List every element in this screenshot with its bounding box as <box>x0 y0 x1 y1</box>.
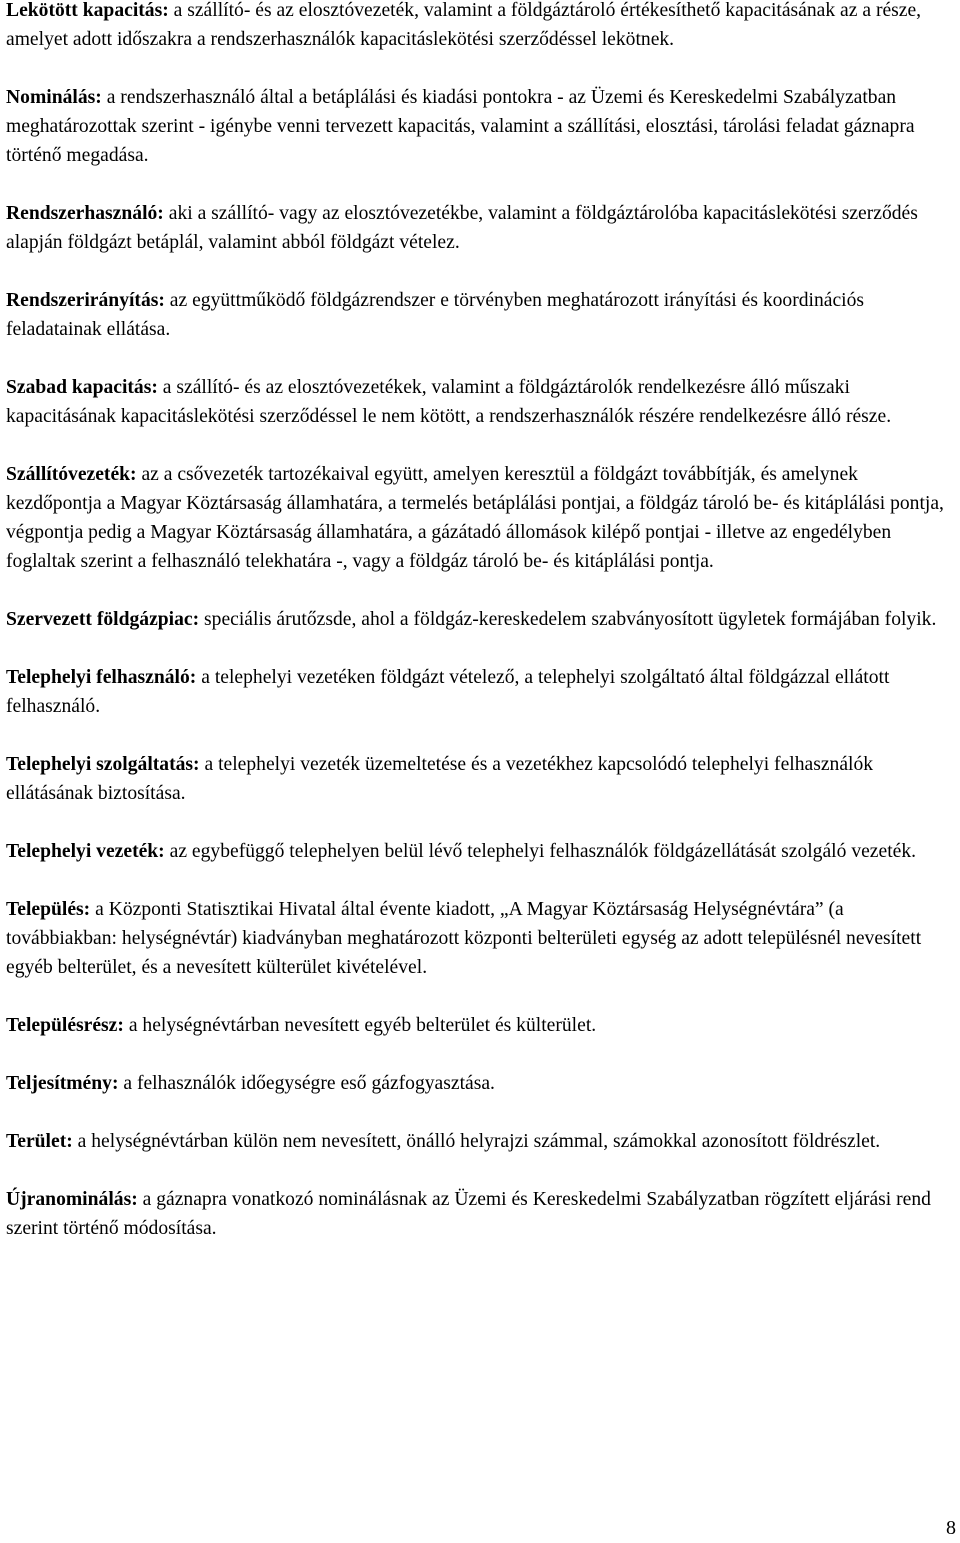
definition-entry <box>6 663 954 721</box>
definition-entry <box>6 373 954 431</box>
definition-entry <box>6 605 954 634</box>
definition-entry <box>6 286 954 344</box>
definition-text: a szállító- és az elosztóvezeték, valamint a földgáztároló értékesíthető kapacitásának az a része, amelyet adott időszakra a rendszerhasználók kapacitáslekötési szerződéssel lekötnek. <box>6 0 922 50</box>
definition-entry <box>6 837 954 866</box>
definition-entry <box>6 0 954 54</box>
definition-text: a telephelyi vezetéken földgázt vételező, a telephelyi szolgáltató által földgázzal ellátott felhasználó. <box>6 667 890 717</box>
definition-term: Rendszerirányítás: <box>6 290 165 311</box>
definition-entry <box>6 750 954 808</box>
definition-text: a szállító- és az elosztóvezetékek, valamint a földgáztárolók rendelkezésre álló műszaki kapacitásának kapacitáslekötési szerződéssel le nem kötött, a rendszerhasználók részére rendelkezésre álló része. <box>6 377 892 427</box>
page-number: 8 <box>946 1517 956 1539</box>
definition-text: az egybefüggő telephelyen belül lévő telephelyi felhasználók földgázellátását szolgáló vezeték. <box>164 841 917 862</box>
definition-entry <box>6 83 954 170</box>
definition-text: a gáznapra vonatkozó nominálásnak az Üzemi és Kereskedelmi Szabályzatban rögzített eljárási rend szerint történő módosítása. <box>6 1189 931 1239</box>
definition-text: az együttműködő földgázrendszer e törvényben meghatározott irányítási és koordinációs feladatainak ellátása. <box>6 290 865 340</box>
definition-entry <box>6 1127 954 1156</box>
definition-term: Rendszerhasználó: <box>6 203 164 224</box>
definition-entry <box>6 1069 954 1098</box>
definition-text: a telephelyi vezeték üzemeltetése és a vezetékhez kapcsolódó telephelyi felhasználók ellátásának biztosítása. <box>6 754 874 804</box>
definition-entry <box>6 895 954 982</box>
definition-entry <box>6 199 954 257</box>
definition-term: Lekötött kapacitás: <box>6 0 169 21</box>
definition-text: a helységnévtárban külön nem nevesített, önálló helyrajzi számmal, számokkal azonosított földrészlet. <box>72 1131 881 1152</box>
definition-term: Telephelyi szolgáltatás: <box>6 754 200 775</box>
definition-text: a rendszerhasználó által a betáplálási és kiadási pontokra - az Üzemi és Kereskedelmi Szabályzatban meghatározottak szerint - igénybe venni tervezett kapacitás, valamint a szállítási, elosztási, tárolási feladat gáznapra történő megadása. <box>6 87 915 166</box>
definition-entry <box>6 1011 954 1040</box>
definition-text: speciális árutőzsde, ahol a földgáz-kereskedelem szabványosított ügyletek formájában folyik. <box>199 609 937 630</box>
definition-text: a felhasználók időegységre eső gázfogyasztása. <box>118 1073 495 1094</box>
definition-text: a Központi Statisztikai Hivatal által évente kiadott, „A Magyar Köztársaság Helységnévtára” (a továbbiakban: helységnévtár) kiadványban meghatározott központi belterületi egység az adott településnél nevesített egyéb belterület, és a nevesített külterület kivételével. <box>6 899 922 978</box>
definition-term: Szervezett földgázpiac: <box>6 609 200 630</box>
definition-term: Település: <box>6 899 91 920</box>
definition-term: Szállítóvezeték: <box>6 464 137 485</box>
definition-text: az a csővezeték tartozékaival együtt, amelyen keresztül a földgázt továbbítják, és amelynek kezdőpontja a Magyar Köztársaság államhatára, a termelés betáplálási pontjai, a földgáz tároló be- és kitáplálási pontja, végpontja pedig a Magyar Köztársaság államhatára, a gázátadó állomások kilépő pontjai - illetve az engedélyben foglaltak szerint a felhasználó telekhatára -, vagy a földgáz tároló be- és kitáplálási pontja. <box>6 464 944 572</box>
definition-text: a helységnévtárban nevesített egyéb belterület és külterület. <box>123 1015 597 1036</box>
definition-term: Nominálás: <box>6 87 102 108</box>
definition-entry <box>6 460 954 576</box>
definition-term: Újranominálás: <box>6 1189 138 1210</box>
document-page <box>6 0 954 1272</box>
definition-term: Településrész: <box>6 1015 124 1036</box>
definition-term: Terület: <box>6 1131 73 1152</box>
definition-term: Szabad kapacitás: <box>6 377 158 398</box>
definition-term: Telephelyi vezeték: <box>6 841 165 862</box>
definition-text: aki a szállító- vagy az elosztóvezetékbe, valamint a földgáztárolóba kapacitáslekötési szerződés alapján földgázt betáplál, valamint abból földgázt vételez. <box>6 203 918 253</box>
definition-entry <box>6 1185 954 1243</box>
definition-term: Teljesítmény: <box>6 1073 119 1094</box>
definition-term: Telephelyi felhasználó: <box>6 667 197 688</box>
